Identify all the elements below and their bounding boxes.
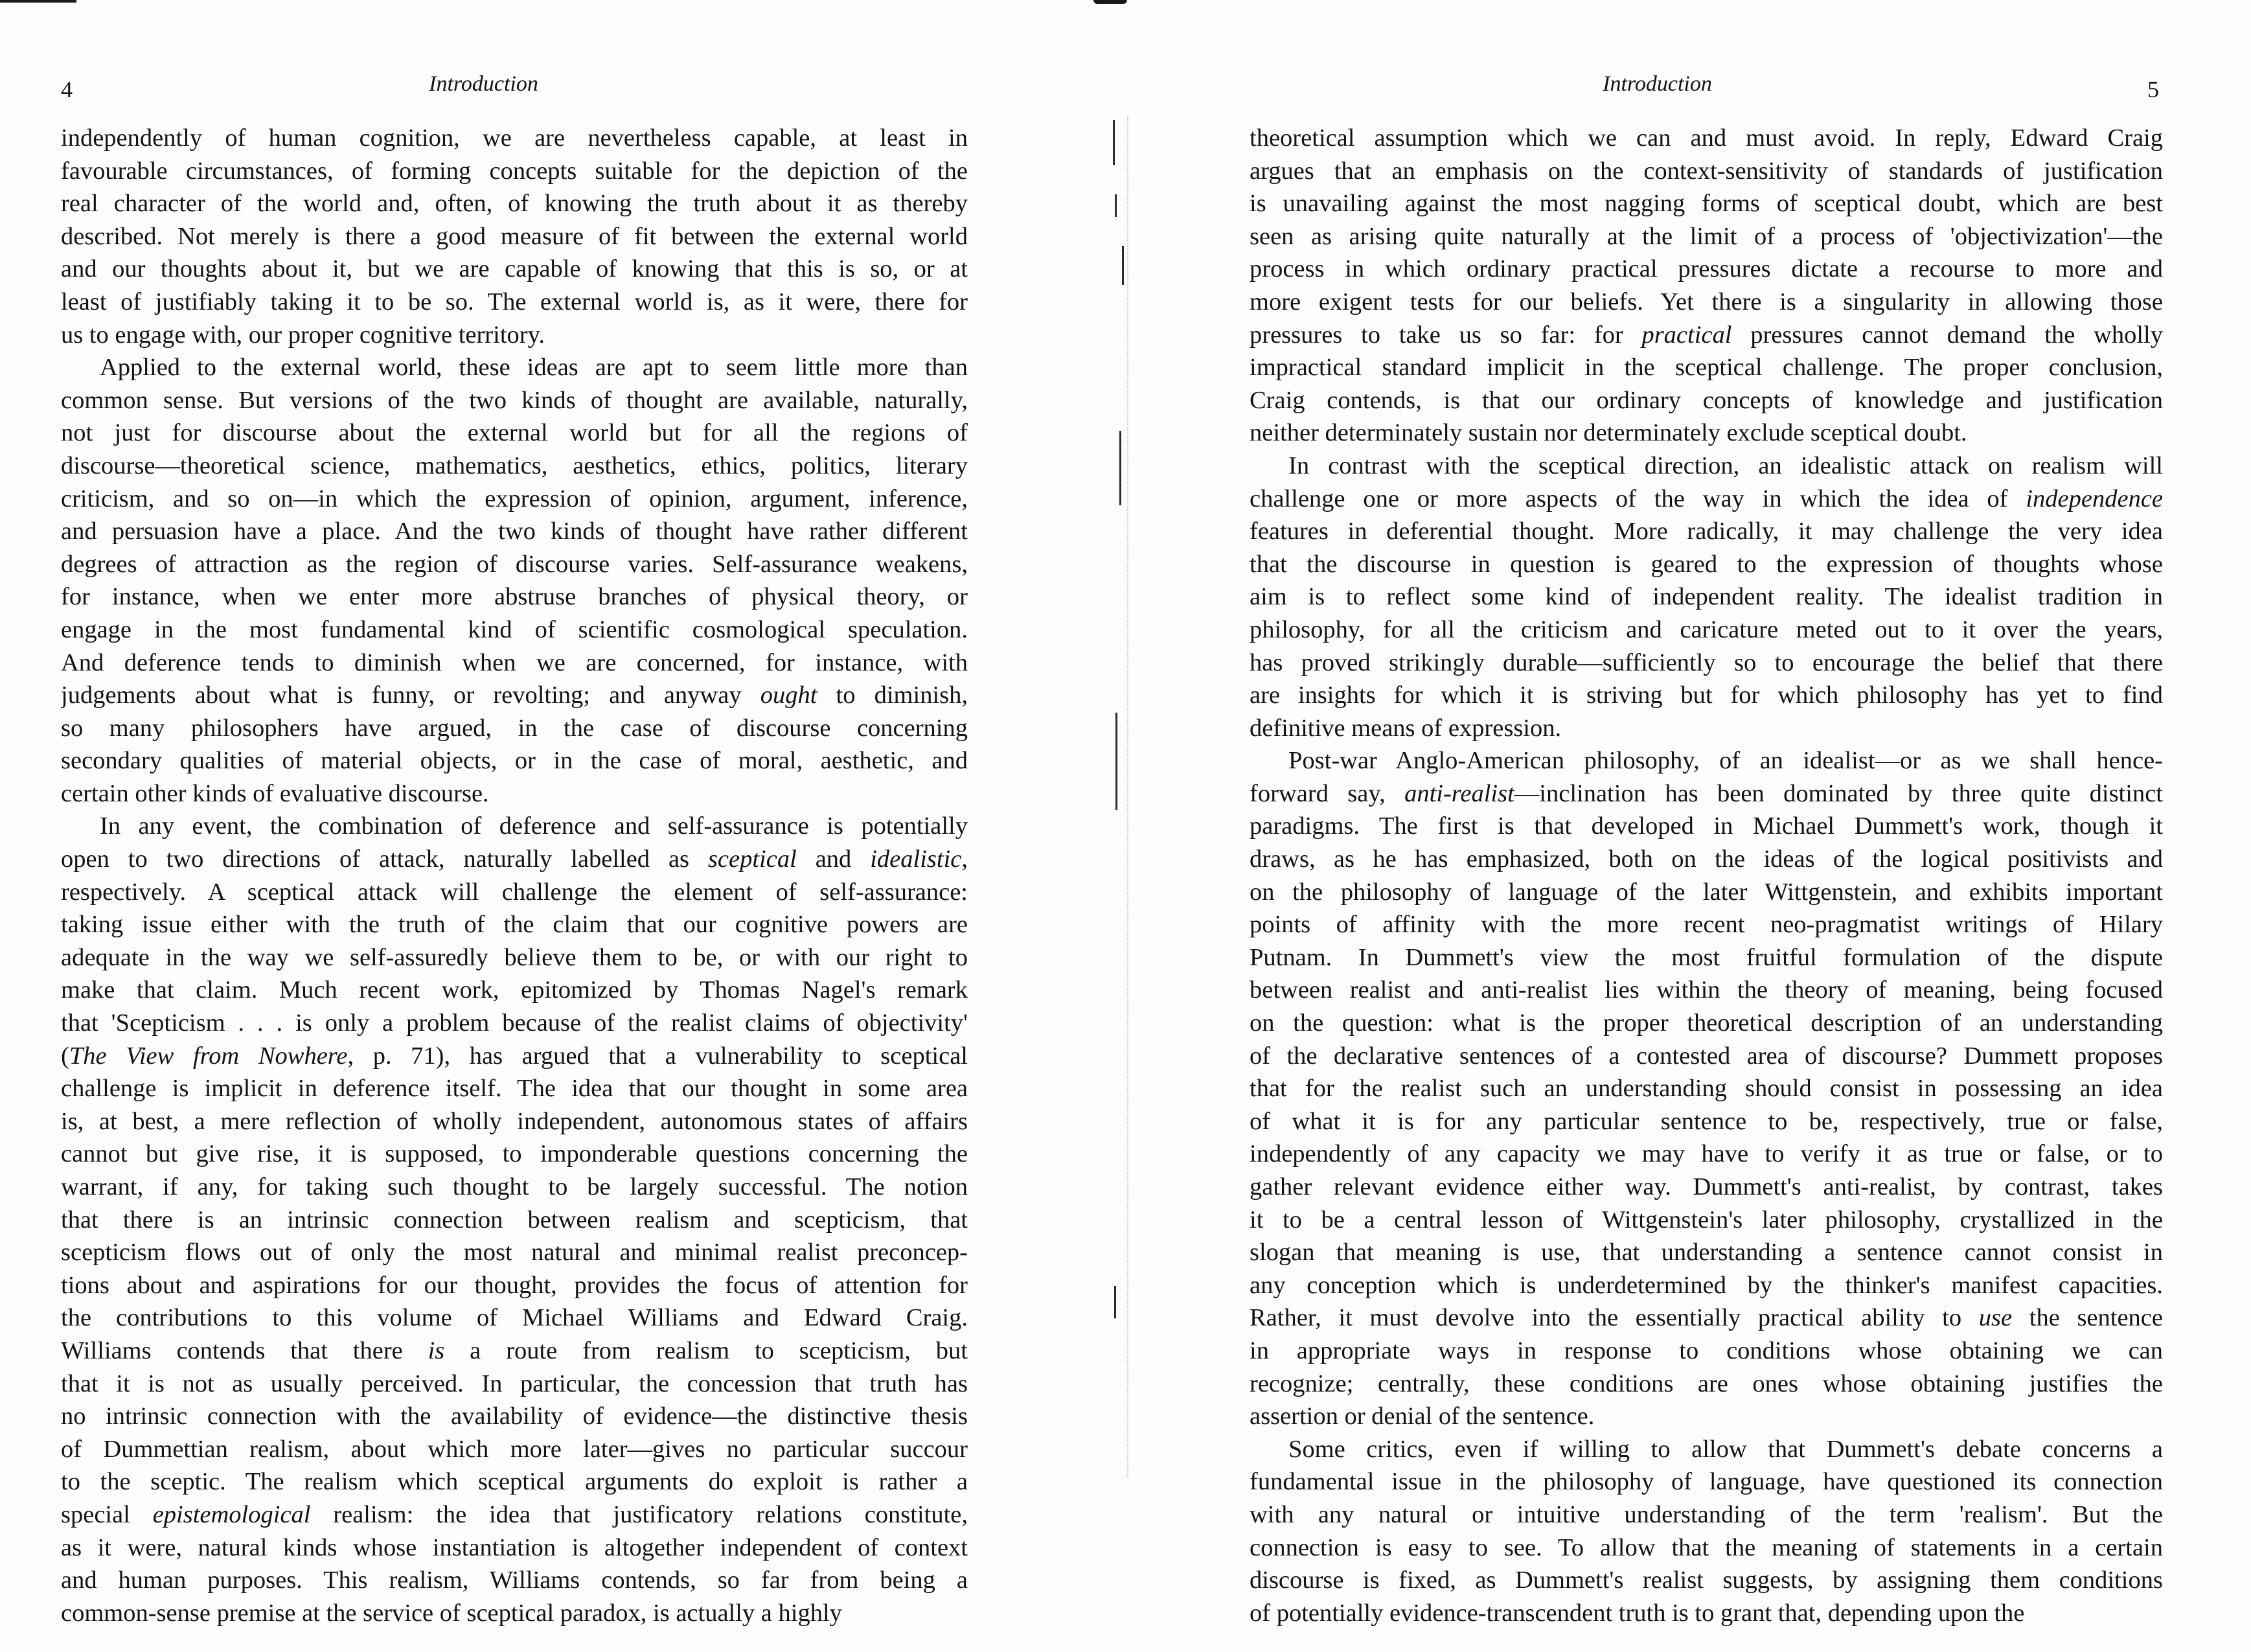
text-line: cannot but give rise, it is supposed, to imponderable questions concerning the [61,1140,968,1168]
text-line: theoretical assumption which we can and must avoid. In reply, Edward Craig [1250,124,2163,152]
text-line: is, at best, a mere reflection of wholly independent, autonomous states of affairs [61,1107,968,1135]
text-line: seen as arising quite naturally at the limit of a process of 'objectivization'—the [1250,222,2163,250]
text-line: Some critics, even if willing to allow that Dummett's debate concerns a [1288,1435,2163,1463]
text-line: warrant, if any, for taking such thought to be largely successful. The notion [61,1173,968,1200]
page-number: 5 [2147,76,2159,102]
page-number: 4 [61,76,73,102]
text-line: with any natural or intuitive understanding of the term 'realism'. But the [1250,1500,2163,1528]
text-line: has proved strikingly durable—sufficiently so to encourage the belief that there [1250,648,2163,676]
text-line: real character of the world and, often, of knowing the truth about it as thereby [61,190,968,218]
text-line: between realist and anti-realist lies within the theory of meaning, being focused [1250,976,2163,1004]
text-line: no intrinsic connection with the availability of evidence—the distinctive thesis [61,1403,968,1430]
text-line: neither determinately sustain nor determinately exclude sceptical doubt. [1250,419,1967,447]
text-line: aim is to reflect some kind of independent reality. The idealist tradition in [1250,583,2163,611]
text-line: slogan that meaning is use, that understanding a sentence cannot consist in [1250,1239,2163,1267]
text-line: that the discourse in question is geared to the expression of thoughts whose [1250,550,2163,578]
text-line: And deference tends to diminish when we are concerned, for instance, with [61,648,968,676]
text-line: common sense. But versions of the two kinds of thought are available, naturally, [61,386,968,414]
text-line: and human purposes. This realism, Williams contends, so far from being a [61,1566,968,1594]
text-line: of Dummettian realism, about which more later—gives no particular succour [61,1435,968,1463]
text-line: connection is easy to see. To allow that the meaning of statements in a certain [1250,1533,2163,1561]
text-line: forward say, anti-realist—inclination has been dominated by three quite distinct [1250,779,2163,807]
text-line: challenge one or more aspects of the way in which the idea of independence [1250,485,2163,512]
text-line: that it is not as usually perceived. In particular, the concession that truth has [61,1370,968,1397]
text-line: In any event, the combination of deference and self-assurance is potentially [100,812,968,840]
text-line: Applied to the external world, these ideas are apt to seem little more than [100,354,968,382]
text-line: of what it is for any particular sentence to be, respectively, true or false, [1250,1107,2163,1135]
text-line: independently of human cognition, we are nevertheless capable, at least in [61,124,968,152]
text-line: least of justifiably taking it to be so. The external world is, as it were, there for [61,288,968,315]
text-line: described. Not merely is there a good measure of fit between the external world [61,222,968,250]
text-line: and persuasion have a place. And the two kinds of thought have rather different [61,518,968,545]
text-line: secondary qualities of material objects, or in the case of moral, aesthetic, and [61,747,968,775]
text-line: that there is an intrinsic connection between realism and scepticism, that [61,1206,968,1233]
text-line: certain other kinds of evaluative discourse. [61,779,489,807]
text-line: on the question: what is the proper theoretical description of an understanding [1250,1009,2163,1037]
text-line: tions about and aspirations for our thought, provides the focus of attention for [61,1271,968,1299]
text-line: so many philosophers have argued, in the case of discourse concerning [61,714,968,742]
text-line: points of affinity with the more recent neo-pragmatist writings of Hilary [1250,911,2163,939]
text-line: for instance, when we enter more abstruse branches of physical theory, or [61,583,968,611]
text-line: and our thoughts about it, but we are capable of knowing that this is so, or at [61,255,968,283]
text-line: that for the realist such an understanding should consist in possessing an idea [1250,1075,2163,1103]
left-page [0,0,1125,1652]
text-line: engage in the most fundamental kind of scientific cosmological speculation. [61,615,968,643]
text-line: favourable circumstances, of forming concepts suitable for the depiction of the [61,157,968,185]
text-line: discourse is fixed, as Dummett's realist suggests, by assigning them conditions [1250,1566,2163,1594]
text-line: open to two directions of attack, naturally labelled as sceptical and idealistic, [61,845,968,873]
text-line: Putnam. In Dummett's view the most fruitful formulation of the dispute [1250,943,2163,971]
text-line: draws, as he has emphasized, both on the ideas of the logical positivists and [1250,845,2163,873]
text-line: fundamental issue in the philosophy of language, have questioned its connection [1250,1468,2163,1496]
running-head: Introduction [429,72,538,96]
text-line: paradigms. The first is that developed in Michael Dummett's work, though it [1250,812,2163,840]
text-line: us to engage with, our proper cognitive territory. [61,321,545,349]
text-line: are insights for which it is striving but for which philosophy has yet to find [1250,682,2163,709]
text-line: features in deferential thought. More radically, it may challenge the very idea [1250,518,2163,545]
text-line: scepticism flows out of only the most natural and minimal realist preconcep- [61,1239,968,1267]
text-line: independently of any capacity we may have to verify it as true or false, or to [1250,1140,2163,1168]
text-line: respectively. A sceptical attack will challenge the element of self-assurance: [61,878,968,906]
text-line: definitive means of expression. [1250,714,1562,742]
body-text [1250,122,2163,1629]
right-page [1127,0,2251,1652]
text-line: judgements about what is funny, or revolting; and anyway ought to diminish, [61,682,968,709]
text-line: Craig contends, is that our ordinary concepts of knowledge and justification [1250,386,2163,414]
text-line: taking issue either with the truth of the claim that our cognitive powers are [61,911,968,939]
body-text [61,122,968,1629]
text-line: in appropriate ways in response to conditions whose obtaining we can [1250,1337,2163,1364]
text-line: it to be a central lesson of Wittgenstein's later philosophy, crystallized in the [1250,1206,2163,1233]
text-line: the contributions to this volume of Michael Williams and Edward Craig. [61,1304,968,1332]
text-line: more exigent tests for our beliefs. Yet there is a singularity in allowing those [1250,288,2163,315]
text-line: to the sceptic. The realism which sceptical arguments do exploit is rather a [61,1468,968,1496]
text-line: challenge is implicit in deference itself. The idea that our thought in some area [61,1075,968,1103]
text-line: gather relevant evidence either way. Dummett's anti-realist, by contrast, takes [1250,1173,2163,1200]
text-line: that 'Scepticism . . . is only a problem because of the realist claims of objectivity' [61,1009,968,1037]
text-line: of the declarative sentences of a contested area of discourse? Dummett proposes [1250,1042,2163,1070]
text-line: special epistemological realism: the idea that justificatory relations constitute, [61,1500,968,1528]
text-line: on the philosophy of language of the later Wittgenstein, and exhibits important [1250,878,2163,906]
text-line: Williams contends that there is a route from realism to scepticism, but [61,1337,968,1364]
text-line: as it were, natural kinds whose instantiation is altogether independent of context [61,1533,968,1561]
running-head: Introduction [1603,72,1712,96]
text-line: make that claim. Much recent work, epitomized by Thomas Nagel's remark [61,976,968,1004]
text-line: process in which ordinary practical pressures dictate a recourse to more and [1250,255,2163,283]
text-line: recognize; centrally, these conditions are ones whose obtaining justifies the [1250,1370,2163,1397]
text-line: degrees of attraction as the region of discourse varies. Self-assurance weakens, [61,550,968,578]
text-line: adequate in the way we self-assuredly believe them to be, or with our right to [61,943,968,971]
text-line: not just for discourse about the external world but for all the regions of [61,419,968,447]
text-line: pressures to take us so far: for practical pressures cannot demand the wholly [1250,321,2163,349]
text-line: criticism, and so on—in which the expression of opinion, argument, inference, [61,485,968,512]
text-line: Rather, it must devolve into the essentially practical ability to use the sentence [1250,1304,2163,1332]
text-line: any conception which is underdetermined by the thinker's manifest capacities. [1250,1271,2163,1299]
text-line: discourse—theoretical science, mathematics, aesthetics, ethics, politics, literary [61,452,968,479]
text-line: philosophy, for all the criticism and caricature meted out to it over the years, [1250,615,2163,643]
text-line: of potentially evidence-transcendent truth is to grant that, depending upon the [1250,1599,2025,1627]
text-line: Post-war Anglo-American philosophy, of an idealist—or as we shall hence- [1288,747,2163,775]
text-line: In contrast with the sceptical direction, an idealistic attack on realism will [1288,452,2163,479]
text-line: impractical standard implicit in the sceptical challenge. The proper conclusion, [1250,354,2163,382]
text-line: argues that an emphasis on the context-sensitivity of standards of justification [1250,157,2163,185]
text-line: common-sense premise at the service of sceptical paradox, is actually a highly [61,1599,842,1627]
text-line: assertion or denial of the sentence. [1250,1403,1595,1430]
text-line: (The View from Nowhere, p. 71), has argued that a vulnerability to sceptical [61,1042,968,1070]
text-line: is unavailing against the most nagging forms of sceptical doubt, which are best [1250,190,2163,218]
